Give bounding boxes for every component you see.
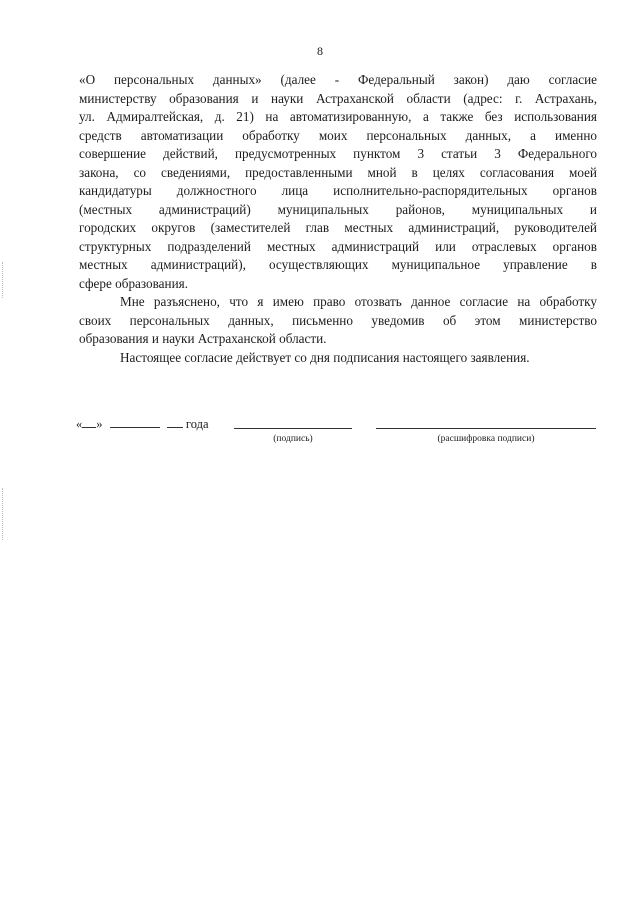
signature-block	[76, 416, 606, 456]
text-line: своих персональных данных, письменно уведомив об этом министерство	[79, 312, 597, 328]
text-line: «О персональных данных» (далее - Федеральный закон) даю согласие	[79, 72, 597, 87]
month-blank	[110, 416, 160, 428]
decryption-line	[376, 428, 596, 429]
date-field	[76, 416, 209, 432]
text-line: (местных администраций) муниципальных районов, муниципальных и	[79, 201, 597, 217]
text-line: структурных подразделений местных администраций или отраслевых органов	[79, 238, 597, 254]
paragraph	[79, 71, 597, 293]
page-number: 8	[317, 44, 323, 58]
text-line: закона, со сведениями, предоставленными мной в целях согласования моей	[79, 164, 597, 180]
text-line: образования и науки Астраханской области.	[79, 331, 327, 346]
text-line: ул. Адмиралтейская, д. 21) на автоматизированную, а также без использования	[79, 109, 597, 124]
text-line: кандидатуры должностного лица исполнительно-распорядительных органов	[79, 183, 597, 198]
signature-line	[234, 428, 352, 429]
text-line: Мне разъяснено, что я имею право отозвать данное согласие на обработку	[120, 294, 597, 309]
date-open-quote: «	[76, 417, 83, 431]
document-body	[79, 71, 597, 367]
date-year-label: года	[185, 417, 209, 431]
text-line: местных администраций), осуществляющих муниципальное управление в	[79, 257, 597, 272]
text-line: средств автоматизации обработку моих персональных данных, а именно	[79, 127, 597, 143]
text-line: сфере образования.	[79, 275, 189, 291]
scan-margin-mark	[2, 262, 5, 298]
scan-margin-mark	[2, 488, 5, 540]
signature-caption: (подпись)	[273, 434, 313, 444]
year-blank	[167, 416, 183, 428]
text-line: городских округов (заместителей глав местных администраций, руководителей	[79, 220, 597, 235]
paragraph	[79, 349, 597, 368]
day-blank	[82, 416, 96, 428]
date-close-quote: »	[96, 417, 103, 431]
text-line: министерству образования и науки Астраханской области (адрес: г. Астрахань,	[79, 90, 597, 106]
decryption-caption: (расшифровка подписи)	[437, 434, 535, 444]
text-line: совершение действий, предусмотренных пунктом 3 статьи 3 Федерального	[79, 146, 597, 161]
text-line: Настоящее согласие действует со дня подписания настоящего заявления.	[120, 349, 530, 365]
paragraph	[79, 293, 597, 349]
